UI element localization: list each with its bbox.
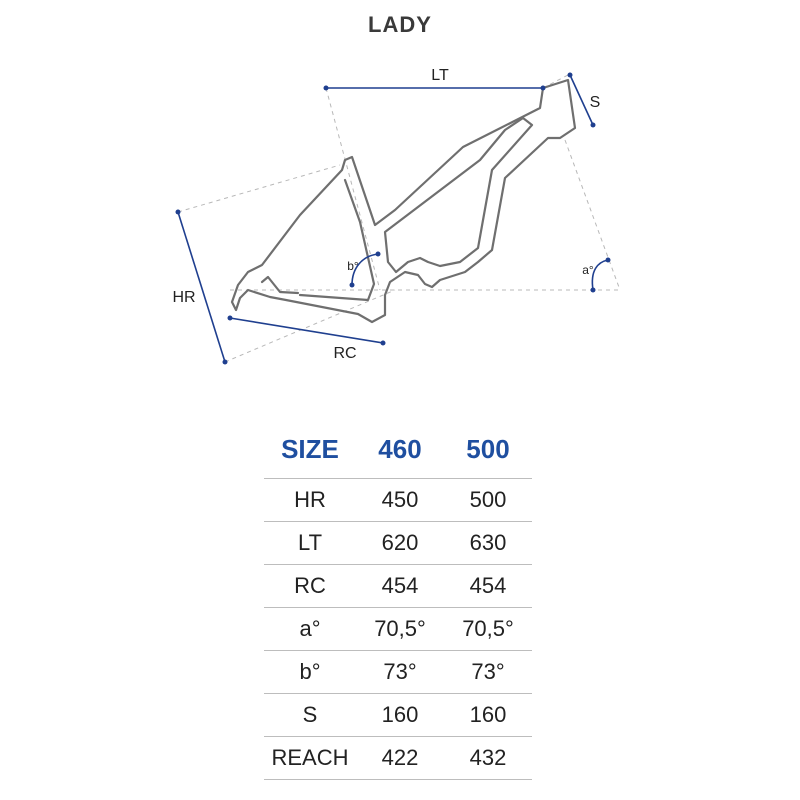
geometry-table	[264, 420, 532, 780]
cell-500: 454	[444, 565, 532, 608]
cell-500: 73°	[444, 651, 532, 694]
row-label: REACH	[264, 737, 356, 780]
bicycle-frame	[232, 80, 575, 322]
row-label: b°	[264, 651, 356, 694]
page-title: LADY	[368, 12, 432, 37]
dim-s	[568, 73, 601, 128]
header-size: SIZE	[281, 433, 339, 464]
cell-460: 450	[356, 479, 444, 522]
cell-500: 160	[444, 694, 532, 737]
table-row	[264, 479, 532, 522]
cell-460: 70,5°	[356, 608, 444, 651]
table-row	[264, 608, 532, 651]
header-size-500: 500	[466, 433, 510, 464]
row-label: RC	[264, 565, 356, 608]
table-row	[264, 565, 532, 608]
label-hr: HR	[172, 289, 196, 306]
dim-b	[347, 252, 380, 288]
cell-460: 620	[356, 522, 444, 565]
row-label: HR	[264, 479, 356, 522]
label-rc: RC	[333, 345, 357, 362]
label-lt: LT	[431, 67, 449, 84]
dim-hr	[172, 210, 227, 365]
label-a: a°	[582, 263, 594, 277]
cell-460: 454	[356, 565, 444, 608]
dim-lt	[324, 67, 546, 91]
cell-460: 73°	[356, 651, 444, 694]
cell-500: 500	[444, 479, 532, 522]
cell-460: 422	[356, 737, 444, 780]
label-b: b°	[347, 259, 359, 273]
dim-a	[582, 258, 610, 293]
dim-rc	[228, 316, 386, 363]
table-row	[264, 694, 532, 737]
row-label: S	[264, 694, 356, 737]
cell-500: 630	[444, 522, 532, 565]
guide-lines	[178, 75, 620, 362]
row-label: a°	[264, 608, 356, 651]
table-row	[264, 651, 532, 694]
table-header-row	[264, 420, 532, 479]
label-s: S	[589, 94, 601, 111]
cell-500: 432	[444, 737, 532, 780]
table-row	[264, 522, 532, 565]
cell-460: 160	[356, 694, 444, 737]
cell-500: 70,5°	[444, 608, 532, 651]
row-label: LT	[264, 522, 356, 565]
header-size-460: 460	[378, 433, 422, 464]
table-row	[264, 737, 532, 780]
